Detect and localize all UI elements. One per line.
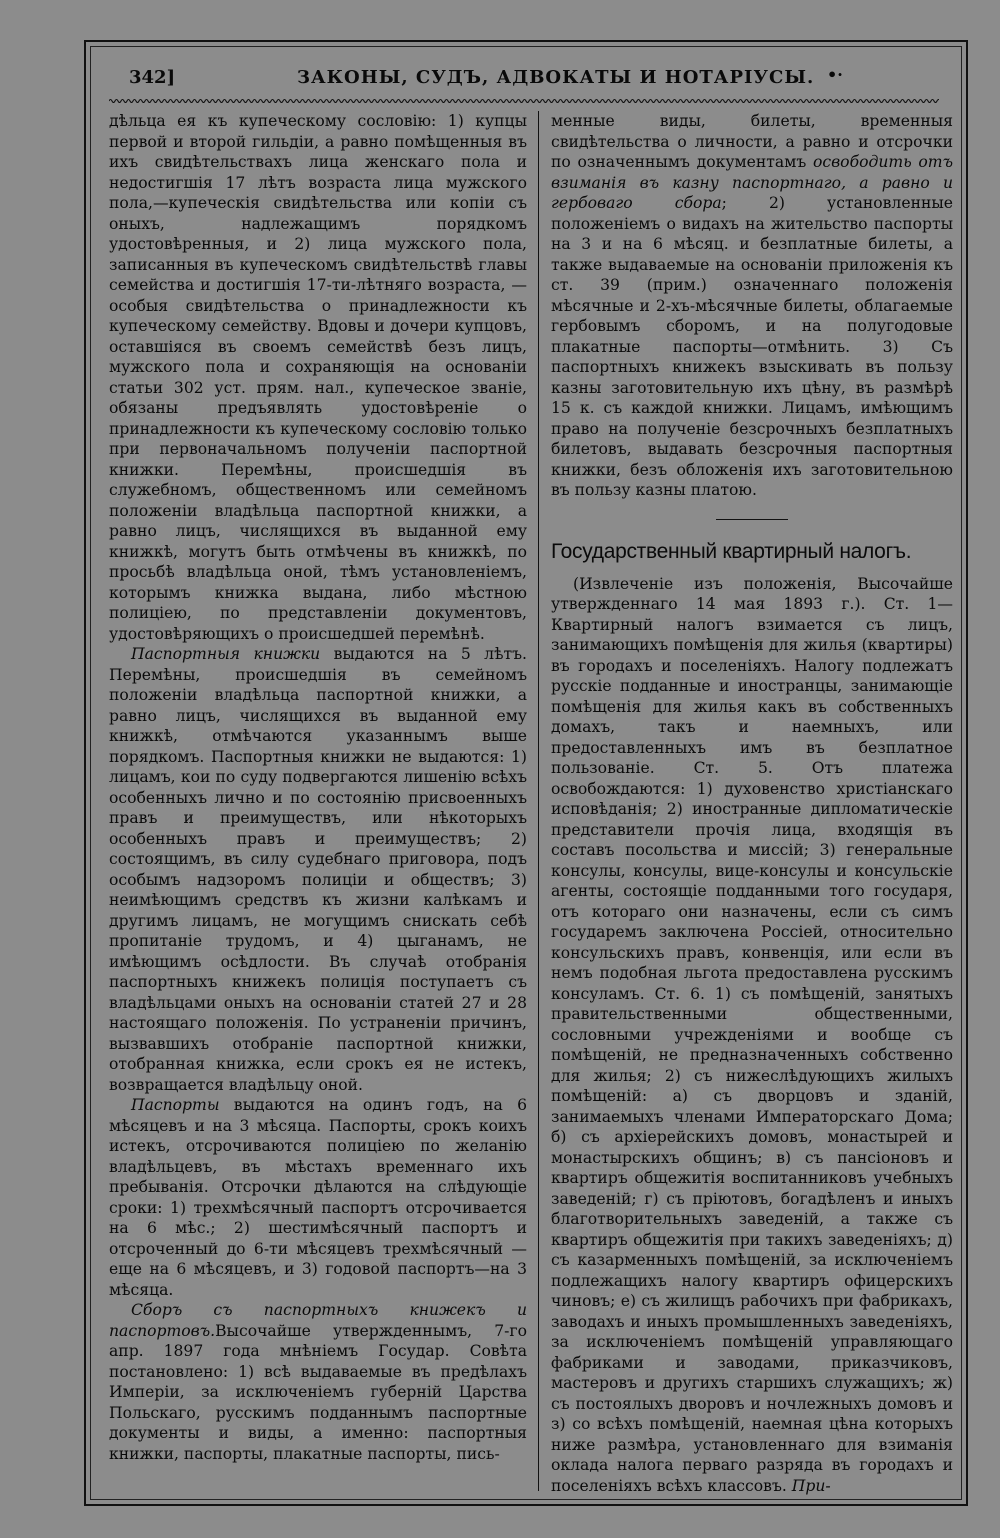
column-divider xyxy=(538,111,539,1491)
right-paragraph-2 xyxy=(551,574,953,1497)
page-number: 342] xyxy=(129,67,176,88)
left-paragraph-1: дѣльца ея къ купеческому сословію: 1) купцы первой и второй гильдіи, а равно помѣщенныя въ ихъ свидѣтельствахъ лица женскаго пола и недостигшія 17 лѣтъ возраста лица мужского пола,—купеческія свидѣтельства или копіи съ оныхъ, надлежащимъ порядкомъ удостовѣренныя, и 2) лица мужского пола, записанныя въ купеческомъ свидѣтельствѣ главы семейства и достигшія 17-ти-лѣтняго возраста, — особыя свидѣтельства о принадлежности къ купеческому семейству. Вдовы и дочери купцовъ, оставшіяся въ своемъ семействѣ безъ лицъ, мужского пола и сохраняющія на основаніи статьи 302 уст. прям. нал., купеческое званіе, обязаны предъявлять удостовѣреніе о принадлежности къ купеческому сословію только при первоначальномъ полученіи паспортной книжки. Перемѣны, происшедшія въ служебномъ, общественномъ или семейномъ положеніи владѣльца паспортной книжки, а равно лицъ, числящихся въ выданной ему книжкѣ, могутъ быть отмѣчены въ книжкѣ, по просьбѣ владѣльца оной, тѣмъ установленіемъ, которымъ книжка выдана, либо мѣстною полиціею, по представленіи документовъ, удостовѣряющихъ о происшедшей перемѣнѣ. xyxy=(109,112,527,643)
header-ornament: •· xyxy=(827,65,843,84)
right-paragraph-1-b: ; 2) установленные положеніемъ о видахъ на жительство паспорты на 3 и на 6 мѣсяц. и безплатные билеты, а также выдаваемые на основаніи приложенія къ ст. 39 (прим.) означеннаго положенія мѣсячные и 2-хъ-мѣсячные билеты, облагаемые гербовымъ сборомъ, и на полугодовые плакатные паспорты—отмѣнить. 3) Съ паспортныхъ книжекъ взыскивать въ пользу казны заготовительную ихъ цѣну, въ размѣрѣ 15 к. съ каждой книжки. Лицамъ, имѣющимъ право на полученіе безсрочныхъ безплатныхъ билетовъ, выдавать безсрочныя паспортныя книжки, безъ обложенія ихъ заготовительною въ пользу казны платою. xyxy=(551,194,953,499)
right-paragraph-1 xyxy=(551,111,953,501)
document-page xyxy=(84,40,968,1506)
right-paragraph-1-emphasis: освободить отъ взиманія въ казну паспортнаго, а равно и гербоваго сбора xyxy=(551,153,953,212)
left-paragraph-4 xyxy=(109,1300,527,1464)
left-paragraph-3-lead: Паспорты xyxy=(131,1096,220,1114)
left-paragraph-2-body: выдаются на 5 лѣтъ. Перемѣны, происшедшія въ семейномъ положеніи владѣльца паспортной книжки, а равно лицъ, числящихся въ выданной ему книжкѣ, отмѣчаются указаннымъ выше порядкомъ. Паспортныя книжки не выдаются: 1) лицамъ, кои по суду подвергаются лишенію всѣхъ особенныхъ лично и по состоянію присвоенныхъ правъ и преимуществъ, или нѣкоторыхъ особенныхъ правъ и преимуществъ; 2) состоящимъ, въ силу судебнаго приговора, подъ особымъ надзоромъ полиціи и обществъ; 3) неимѣющимъ средствъ къ жизни калѣкамъ и другимъ лицамъ, не могущимъ снискать себѣ пропитаніе трудомъ, и 4) цыганамъ, не имѣющимъ осѣдлости. Въ случаѣ отобранія паспортныхъ книжекъ полиція поступаетъ съ владѣльцами оныхъ на основаніи статей 27 и 28 настоящаго положенія. По устраненіи причинъ, вызвавшихъ отобраніе паспортной книжки, отобранная книжка, если срокъ ея не истекъ, возвращается владѣльцу оной. xyxy=(109,645,527,1094)
wavy-rule xyxy=(109,97,939,105)
left-paragraph-3 xyxy=(109,1095,527,1300)
page-header xyxy=(91,65,961,101)
left-paragraph-4-lead: Сборъ съ паспортныхъ книжекъ и паспортовъ. xyxy=(109,1301,527,1340)
page-frame xyxy=(90,46,962,1500)
right-paragraph-2-body: (Извлеченіе изъ положенія, Высочайше утвержденнаго 14 мая 1893 г.). Ст. 1—Квартирный налогъ взимается съ лицъ, занимающихъ помѣщенія для жилья (квартиры) въ городахъ и поселеніяхъ. Налогу подлежатъ русскіе подданные и иностранцы, занимающіе помѣщенія для жилья какъ въ собственныхъ домахъ, такъ и наемныхъ, или предоставленныхъ имъ въ безплатное пользованіе. Ст. 5. Отъ платежа освобождаются: 1) духовенство христіанскаго исповѣданія; 2) иностранные дипломатическіе представители прочія лица, входящія въ составъ посольства и миссій; 3) генеральные консулы, консулы, вице-консулы и консульскіе агенты, состоящіе подданными того государя, отъ котораго они назначены, если съ симъ государемъ заключена Россіей, относительно консульскихъ правъ, конвенція, или если въ немъ подобная льгота предоставлена русскимъ консуламъ. Ст. 6. 1) съ помѣщеній, занятыхъ правительственными общественными, сословными учрежденіями и вообще съ помѣщеній, не предназначенныхъ собственно для жилья; 2) съ нижеслѣдующихъ жилыхъ помѣщеній: а) съ дворцовъ и зданій, занимаемыхъ членами Императорскаго Дома; б) съ архіерейскихъ домовъ, монастырей и монастырскихъ общинъ; в) съ пансіоновъ и квартиръ общежитія воспитанниковъ учебныхъ заведеній; г) съ пріютовъ, богадѣленъ и иныхъ благотворительныхъ заведеній, а также съ квартиръ общежитія при такихъ заведеніяхъ; д) съ казарменныхъ помѣщеній, за исключеніемъ подлежащихъ налогу квартиръ офицерскихъ чиновъ; е) съ жилищъ рабочихъ при фабрикахъ, заводахъ и иныхъ промышленныхъ заведеніяхъ, за исключеніемъ помѣщеній управляющаго фабриками и заводами, приказчиковъ, мастеровъ и другихъ старшихъ служащихъ; ж) съ постоялыхъ дворовъ и ночлежныхъ домовъ и з) со всѣхъ помѣщеній, наемная цѣна которыхъ ниже размѣра, установленнаго для взиманія оклада налога перваго разряда въ городахъ и поселеніяхъ всѣхъ классовъ. xyxy=(551,574,953,1495)
left-column xyxy=(109,111,527,1464)
left-paragraph-4-body: Высочайше утвержденнымъ, 7-го апр. 1897 года мнѣніемъ Государ. Совѣта постановлено: 1) всѣ выдаваемые въ предѣлахъ Имперіи, за исключеніемъ губерній Царства Польскаго, русскимъ подданнымъ паспортные документы и виды, а именно: паспортныя книжки, паспорты, плакатные паспорты, пись- xyxy=(109,1321,527,1463)
left-paragraph-2 xyxy=(109,644,527,1095)
section-rule xyxy=(716,519,788,520)
section-heading: Государственный квартирный налогъ. xyxy=(551,539,912,563)
right-paragraph-2-tail: При- xyxy=(791,1476,831,1495)
running-title: ЗАКОНЫ, СУДЪ, АДВОКАТЫ И НОТАРІУСЫ. xyxy=(297,67,815,88)
right-column xyxy=(551,111,953,1496)
right-paragraph-1-a: менные виды, билеты, временныя свидѣтельства о личности, а равно и отсрочки по означеннымъ документамъ xyxy=(551,112,953,171)
left-paragraph-2-lead: Паспортныя книжки xyxy=(131,645,321,663)
left-paragraph-3-body: выдаются на одинъ годъ, на 6 мѣсяцевъ и на 3 мѣсяца. Паспорты, срокъ коихъ истекъ, отсрочиваются полиціею по желанію владѣльцевъ, въ мѣстахъ временнаго ихъ пребыванія. Отсрочки дѣлаются на слѣдующіе сроки: 1) трехмѣсячный паспортъ отсрочивается на 6 мѣс.; 2) шестимѣсячный паспортъ и отсроченный до 6-ти мѣсяцевъ трехмѣсячный — еще на 6 мѣсяцевъ, и 3) годовой паспортъ—на 3 мѣсяца. xyxy=(109,1096,527,1299)
